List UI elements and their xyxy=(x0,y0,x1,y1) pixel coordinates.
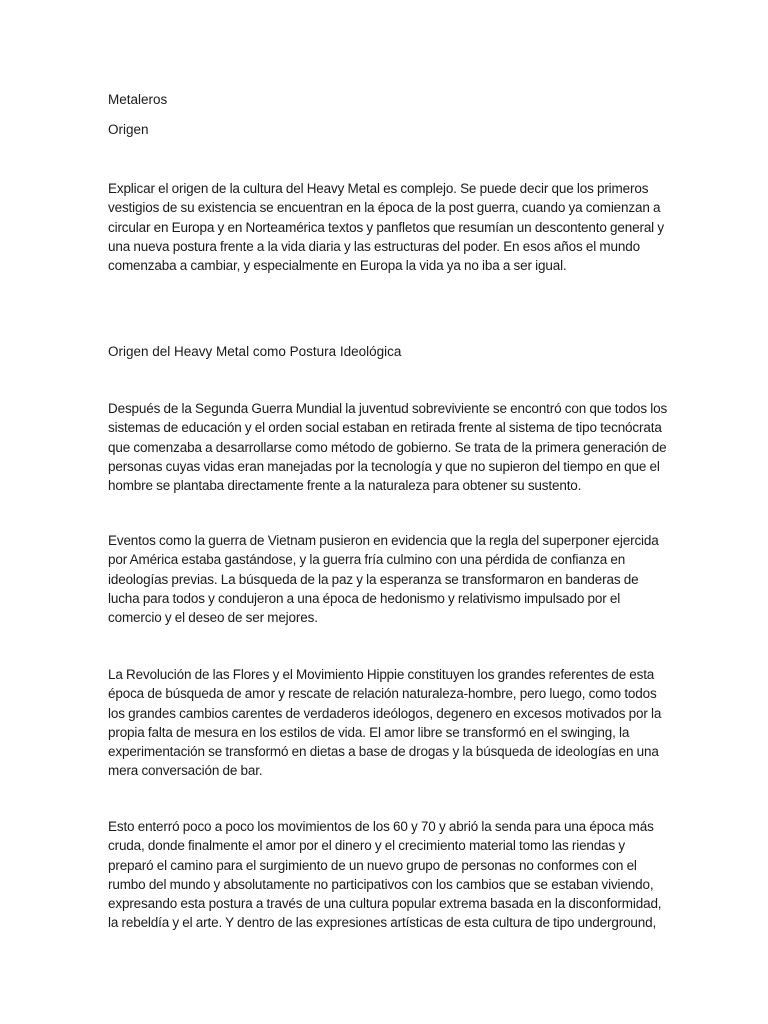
paragraph-3: Eventos como la guerra de Vietnam pusieron en evidencia que la regla del superponer ejercida por América estaba gastándose, y la guerra fría culmino con una pérdida de confianza en ideologías previas. La búsqueda de la paz y la esperanza se transformaron en banderas de lucha para todos y condujeron a una época de hedonismo y relativismo impulsado por el comercio y el deseo de ser mejores. xyxy=(108,533,659,626)
paragraph-1: Explicar el origen de la cultura del Heavy Metal es complejo. Se puede decir que los primeros vestigios de su existencia se encuentran en la época de la post guerra, cuando ya comienzan a circular en Europa y en Norteamérica textos y panfletos que resumían un descontento general y una nueva postura frente a la vida diaria y las estructuras del poder. En esos años el mundo comenzaba a cambiar, y especialmente en Europa la vida ya no iba a ser igual. xyxy=(108,181,664,274)
paragraph-4: La Revolución de las Flores y el Movimiento Hippie constituyen los grandes referentes de esta época de búsqueda de amor y rescate de relación naturaleza-hombre, pero luego, como todos los grandes cambios carentes de verdaderos ideólogos, degenero en excesos motivados por la propia falta de mesura en los estilos de vida. El amor libre se transformó en el swinging, la experimentación se transformó en dietas a base de drogas y la búsqueda de ideologías en una mera conversación de bar. xyxy=(108,667,662,779)
section-heading: Origen xyxy=(108,122,149,137)
paragraph-5: Esto enterró poco a poco los movimientos de los 60 y 70 y abrió la senda para una época más cruda, donde finalmente el amor por el dinero y el crecimiento material tomo las riendas y preparó el camino para el surgimiento de un nuevo grupo de personas no conformes con el rumbo del mundo y absolutamente no participativos con los cambios que se estaban viviendo, expresando esta postura a través de una cultura popular extrema basada en la disconformidad, la rebeldía y el arte. Y dentro de las expresiones artísticas de esta cultura de tipo underground, xyxy=(108,819,662,931)
document-title: Metaleros xyxy=(108,92,168,107)
subheading: Origen del Heavy Metal como Postura Ideológica xyxy=(108,344,402,359)
paragraph-2: Después de la Segunda Guerra Mundial la juventud sobreviviente se encontró con que todos los sistemas de educación y el orden social estaban en retirada frente al sistema de tipo tecnócrata que comenzaba a desarrollarse como método de gobierno. Se trata de la primera generación de personas cuyas vidas eran manejadas por la tecnología y que no supieron del tiempo en que el hombre se plantaba directamente frente a la naturaleza para obtener su sustento. xyxy=(108,401,668,494)
